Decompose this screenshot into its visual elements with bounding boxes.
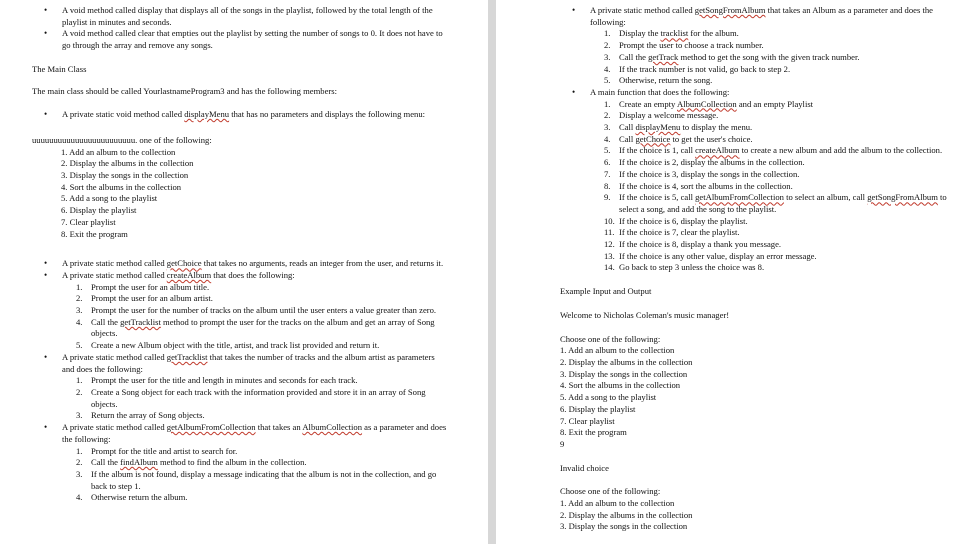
bullet-clear-method: • A void method called clear that empties out the playlist by setting the number of songs to 0. It does not have to go through the array and remove any songs.: [32, 28, 448, 51]
step-number: 5.: [604, 75, 611, 86]
text-segment: If the choice is any other value, display an error message.: [619, 250, 817, 261]
step-item: [590, 251, 952, 263]
menu-items: [32, 147, 448, 241]
step-item: [62, 317, 448, 340]
step-number: 2.: [76, 457, 83, 468]
bullet-get-tracklist: [32, 352, 448, 422]
text-segment: Create a Song object for each track with the information provided and store it in an array of Song objects.: [91, 386, 426, 409]
method-name-getchoice: getChoice: [166, 258, 202, 269]
text-segment: If the choice is 7, clear the playlist.: [619, 227, 740, 238]
method-name-displaymenu: displayMenu: [184, 109, 230, 120]
step-item: [590, 52, 952, 64]
step-number: 3.: [76, 468, 83, 479]
step-item: [62, 305, 448, 317]
bullet-get-album-from-collection: [32, 422, 448, 504]
step-number: 3.: [604, 51, 611, 62]
step-item: [590, 75, 952, 87]
menu-option: 1. Add an album to the collection: [61, 146, 176, 157]
text-segment: Return the array of Song objects.: [91, 410, 205, 421]
text-segment: and an empty Playlist: [736, 98, 814, 109]
step-number: 5.: [604, 145, 611, 156]
step-number: 1.: [76, 281, 83, 292]
step-item: [590, 40, 952, 52]
step-item: [62, 375, 448, 387]
step-item: [62, 387, 448, 410]
step-item: [590, 262, 952, 274]
text-segment: that takes the number of tracks and the album artist as parameters and does the following:: [62, 351, 435, 374]
menu-option: 4. Sort the albums in the collection: [560, 380, 681, 391]
step-item: [590, 145, 952, 157]
step-number: 12.: [604, 239, 615, 250]
step-item: [590, 99, 952, 111]
step-number: 6.: [604, 157, 611, 168]
text-segment: method to prompt the user for the tracks on the album and get an array of Song objects.: [91, 316, 435, 339]
step-number: 14.: [604, 262, 615, 273]
display-menu-bullet-list: [32, 109, 448, 121]
step-number: 8.: [604, 180, 611, 191]
main-function-steps: [590, 99, 952, 275]
bullet-display-menu: [32, 109, 448, 121]
text-segment: If the choice is 5, call: [619, 192, 696, 203]
text-segment: Call the: [619, 51, 649, 62]
step-item: [62, 492, 448, 504]
step-number: 4.: [604, 63, 611, 74]
step-number: 2.: [604, 40, 611, 51]
step-number: 3.: [76, 410, 83, 421]
text-segment: If the album is not found, display a message indicating that the album is not in the collection, and go back to step 1.: [91, 468, 437, 491]
step-number: 10.: [604, 215, 615, 226]
method-name-getalbumfromcollection: getAlbumFromCollection: [166, 422, 256, 433]
step-item: [590, 122, 952, 134]
step-number: 2.: [76, 386, 83, 397]
text-segment: Otherwise, return the song.: [619, 75, 713, 86]
menu-option: 5. Add a song to the playlist: [560, 392, 657, 403]
text-segment: Prompt the user for an album artist.: [91, 293, 213, 304]
menu-option: 8. Exit the program: [61, 228, 128, 239]
step-item: [590, 64, 952, 76]
step-item: [590, 216, 952, 228]
method-name: AlbumCollection: [677, 98, 737, 109]
text-segment: A private static method called: [62, 351, 167, 362]
text-segment: Display the: [619, 28, 661, 39]
text-segment: Call: [619, 133, 636, 144]
step-number: 13.: [604, 250, 615, 261]
example-heading: Example Input and Output: [560, 286, 652, 297]
menu-option: 1. Add an album to the collection: [560, 498, 675, 509]
text-segment: Go back to step 3 unless the choice was 8.: [619, 262, 765, 273]
text-segment: Create an empty: [619, 98, 677, 109]
text-segment: If the choice is 1, call: [619, 145, 696, 156]
bullet-create-album: [32, 270, 448, 352]
step-number: 2.: [76, 293, 83, 304]
method-name-createalbum: createAlbum: [166, 269, 212, 280]
top-bullet-list: [32, 5, 448, 52]
method-name: getChoice: [635, 133, 671, 144]
text-segment: that takes an Album as a parameter and does the following:: [590, 5, 933, 27]
step-number: 3.: [604, 122, 611, 133]
menu-listing: [32, 135, 448, 240]
menu-option: 4. Sort the albums in the collection: [61, 181, 182, 192]
text-segment: Prompt the user for an album title.: [91, 281, 210, 292]
menu-option: 7. Clear playlist: [61, 216, 116, 227]
step-item: [590, 192, 952, 215]
text-segment: that takes no arguments, reads an integer from the user, and returns it.: [201, 258, 444, 269]
example-menu-items: [560, 345, 952, 439]
class-name-albumcollection: AlbumCollection: [302, 422, 363, 433]
example-menu-block-2: [560, 486, 952, 533]
step-item: [62, 446, 448, 458]
text-segment: A private static void method called: [62, 109, 185, 120]
main-class-intro: The main class should be called YourlastnameProgram3 and has the following members:: [32, 85, 338, 96]
text-segment: A private static method called: [62, 258, 167, 269]
menu-option: 2. Display the albums in the collection: [61, 158, 194, 169]
text-segment: If the track number is not valid, go back to step 2.: [619, 63, 791, 74]
get-tracklist-steps: [62, 375, 448, 422]
text-segment: as a parameter and does the following:: [62, 422, 447, 444]
menu-option: 1. Add an album to the collection: [560, 345, 675, 356]
text-segment: to display the menu.: [680, 122, 753, 133]
text-segment: for the album.: [688, 28, 739, 39]
text-segment: to select a song, and add the song to the playlist.: [619, 192, 947, 214]
methods-bullet-list: [32, 258, 448, 504]
text-segment: to create a new album and add the album to the collection.: [739, 145, 943, 156]
step-number: 4.: [76, 492, 83, 503]
step-number: 9.: [604, 192, 611, 203]
user-input-value: 9: [560, 438, 565, 449]
method-name: getTrack: [648, 51, 679, 62]
text-segment: method to find the album in the collection.: [157, 457, 307, 468]
step-item: [62, 293, 448, 305]
menu-option: 2. Display the albums in the collection: [560, 356, 693, 367]
text-segment: A private static method called: [590, 5, 695, 15]
text-segment: Call the: [91, 316, 121, 327]
invalid-choice-message: Invalid choice: [560, 462, 609, 473]
text-segment: method to get the song with the given track number.: [678, 51, 860, 62]
text-segment: Create a new Album object with the title, artist, and track list provided and return it.: [91, 340, 380, 351]
text-segment: Display a welcome message.: [619, 110, 719, 121]
text-segment: A main function that does the following:: [590, 86, 730, 97]
step-number: 4.: [604, 133, 611, 144]
method-name: findAlbum: [120, 457, 158, 468]
bullet-get-song-from-album: [560, 5, 952, 87]
step-number: 11.: [604, 227, 615, 238]
text-segment: If the choice is 6, display the playlist.: [619, 215, 748, 226]
right-bullet-list: [560, 5, 952, 274]
method-name: createAlbum: [695, 145, 740, 156]
step-item: [590, 181, 952, 193]
text-segment: to get the user's choice.: [670, 133, 753, 144]
text-segment: Call: [619, 122, 636, 133]
step-item: [62, 282, 448, 294]
step-number: 3.: [76, 305, 83, 316]
menu-option: 6. Display the playlist: [61, 205, 137, 216]
method-name: getTracklist: [120, 316, 161, 327]
bullet-main-function: [560, 87, 952, 274]
menu-option: 3. Display the songs in the collection: [61, 170, 189, 181]
example-menu-block: [560, 334, 952, 451]
step-item: [62, 457, 448, 469]
text-segment: If the choice is 3, display the songs in the collection.: [619, 168, 800, 179]
choose-header: Choose one of the following:: [560, 333, 661, 344]
get-song-from-album-steps: [590, 28, 952, 87]
bullet-get-choice: [32, 258, 448, 270]
text-segment: that takes an: [255, 422, 303, 433]
text-segment: If the choice is 4, sort the albums in the collection.: [619, 180, 793, 191]
step-number: 1.: [604, 28, 611, 39]
get-album-from-collection-steps: [62, 446, 448, 505]
method-name-getsongfromalbum: getSongFromAlbum: [694, 5, 766, 15]
step-item: [590, 239, 952, 251]
menu-option: 5. Add a song to the playlist: [61, 193, 158, 204]
menu-option: 6. Display the playlist: [560, 403, 636, 414]
step-item: [590, 110, 952, 122]
menu-option: 3. Display the songs in the collection: [560, 521, 688, 532]
step-number: 5.: [76, 340, 83, 351]
text-segment: If the choice is 2, display the albums in the collection.: [619, 157, 805, 168]
method-name: getAlbumFromCollection: [695, 192, 784, 203]
step-item: [62, 469, 448, 492]
text-segment: A private static method called: [62, 422, 167, 433]
text-segment: that has no parameters and displays the following menu:: [229, 109, 426, 120]
step-item: [590, 134, 952, 146]
example-menu-items-2: [560, 498, 952, 533]
step-number: 2.: [604, 110, 611, 121]
text-segment: Prompt the user for the number of tracks on the album until the user enters a value greater than zero.: [91, 305, 437, 316]
text-segment: Otherwise return the album.: [91, 492, 188, 503]
text-segment: that does the following:: [211, 269, 295, 280]
method-name: displayMenu: [635, 122, 681, 133]
menu-option: 2. Display the albums in the collection: [560, 509, 693, 520]
text-segment: Call the: [91, 457, 121, 468]
method-name-gettracklist: getTracklist: [166, 351, 208, 362]
step-item: [590, 169, 952, 181]
bullet-display-method: • A void method called display that displays all of the songs in the playlist, followed by the total length of the playlist in minutes and seconds.: [32, 5, 448, 28]
method-name: getSongFromAlbum: [867, 192, 938, 203]
step-item: [590, 157, 952, 169]
step-number: 1.: [76, 445, 83, 456]
choose-header-2: Choose one of the following:: [560, 486, 661, 497]
step-item: [590, 227, 952, 239]
text-segment: Prompt the user to choose a track number.: [619, 40, 764, 51]
step-number: 7.: [604, 168, 611, 179]
method-name: tracklist: [660, 28, 689, 39]
text-segment: If the choice is 8, display a thank you message.: [619, 239, 782, 250]
step-item: [590, 28, 952, 40]
menu-option: 3. Display the songs in the collection: [560, 368, 688, 379]
menu-option: 7. Clear playlist: [560, 415, 615, 426]
page-gap: [488, 0, 496, 544]
step-number: 4.: [76, 316, 83, 327]
main-class-heading: The Main Class: [32, 63, 87, 74]
step-number: 1.: [604, 98, 611, 109]
step-number: 1.: [76, 375, 83, 386]
step-item: [62, 340, 448, 352]
menu-option: 8. Exit the program: [560, 427, 627, 438]
create-album-steps: [62, 282, 448, 352]
text-segment: A private static method called: [62, 269, 167, 280]
step-item: [62, 410, 448, 422]
text-segment: to select an album, call: [783, 192, 868, 203]
text-segment: Prompt the user for the title and length in minutes and seconds for each track.: [91, 375, 358, 386]
text-segment: Prompt for the title and artist to search for.: [91, 445, 238, 456]
document-page-right: [496, 0, 968, 544]
menu-header: uuuuuuuuuuuuuuuuuuuuuuuu. one of the following:: [32, 134, 212, 145]
welcome-message: Welcome to Nicholas Coleman's music manager!: [560, 309, 730, 320]
